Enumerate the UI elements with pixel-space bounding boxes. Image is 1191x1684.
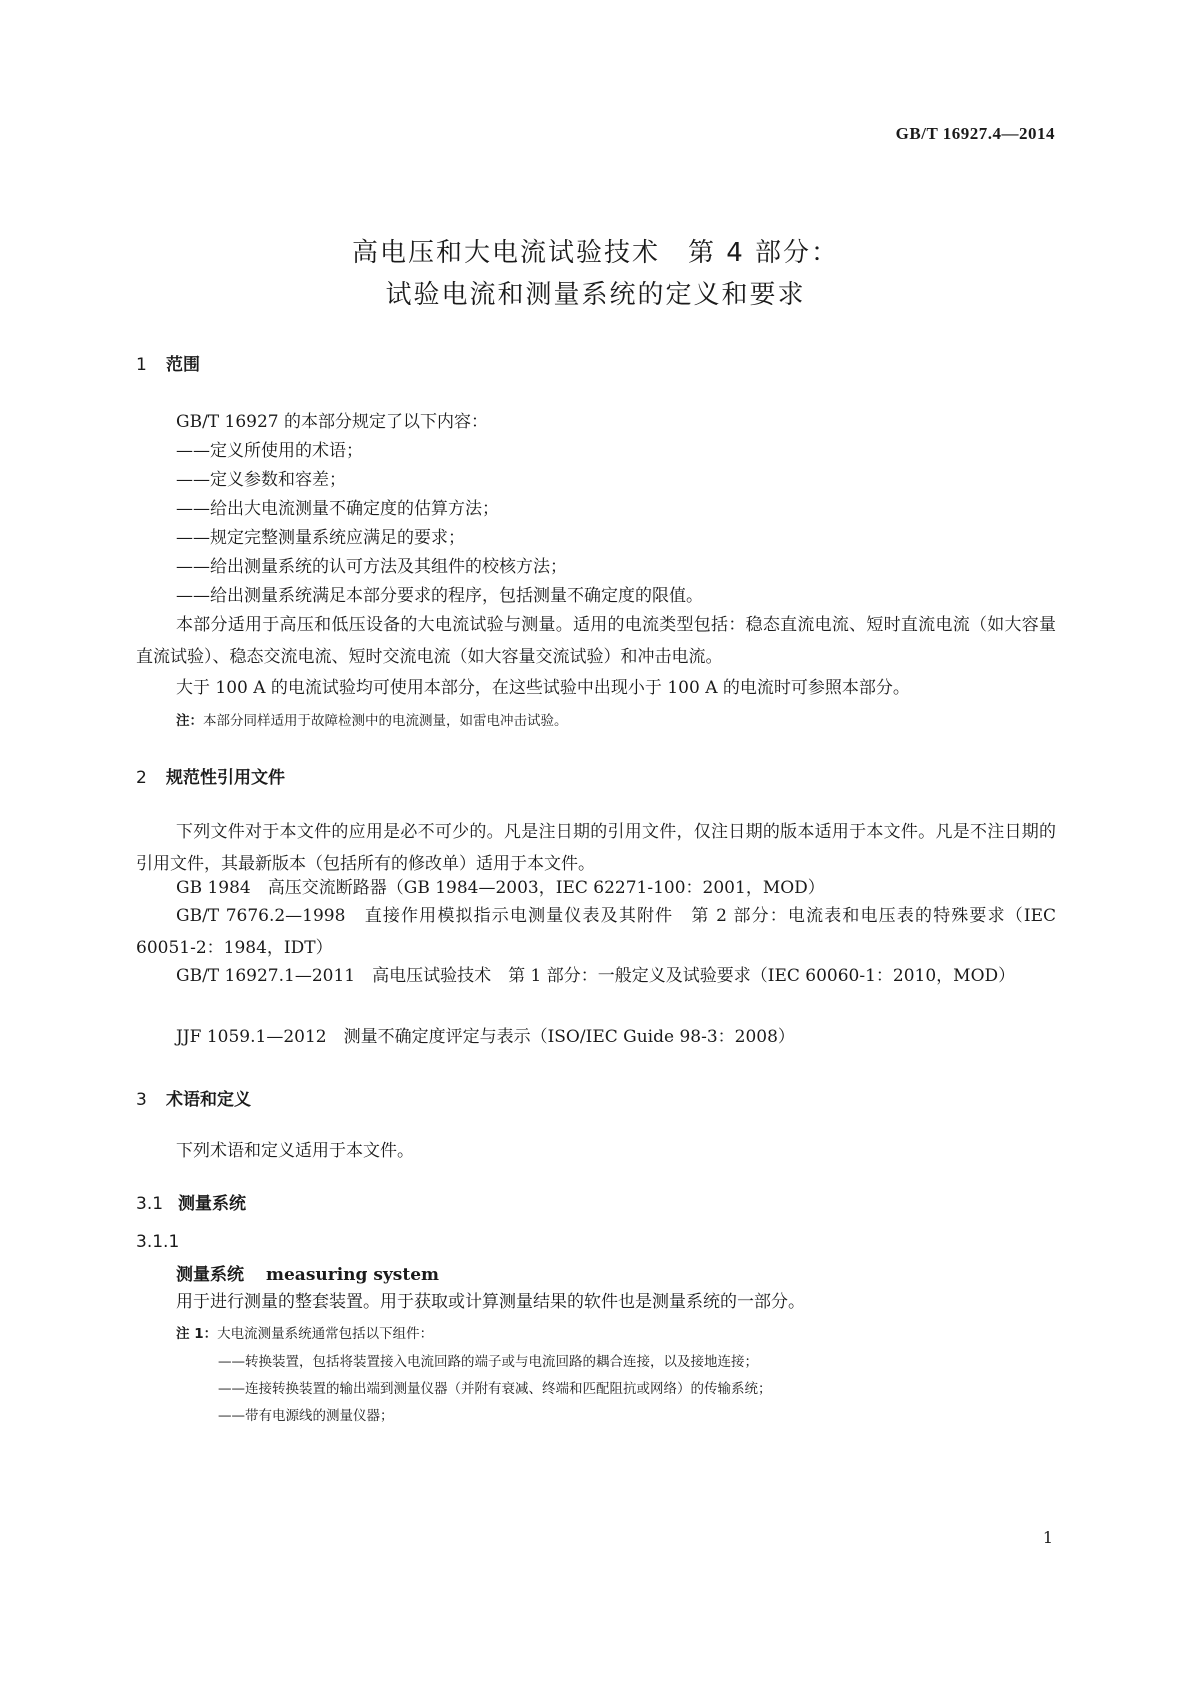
note-text: 大电流测量系统通常包括以下组件： <box>217 1326 434 1342</box>
term-definition: 用于进行测量的整套装置。用于获取或计算测量结果的软件也是测量系统的一部分。 <box>176 1292 805 1312</box>
section-title: 术语和定义 <box>166 1090 251 1110</box>
section-number: 2 <box>136 768 147 788</box>
page-number: 1 <box>1042 1528 1053 1547</box>
subsection-number: 3.1 <box>136 1194 164 1214</box>
standard-number: GB/T 16927.4—2014 <box>895 124 1055 143</box>
section-1-heading <box>136 350 200 375</box>
reference-item: JJF 1059.1—2012 测量不确定度评定与表示（ISO/IEC Guide 98-3：2008） <box>176 1027 795 1047</box>
section-title: 范围 <box>166 355 200 375</box>
scope-note <box>176 709 568 729</box>
term-chinese: 测量系统 <box>176 1265 244 1285</box>
scope-item: ——定义参数和容差； <box>176 470 346 490</box>
note-item: ——带有电源线的测量仪器； <box>218 1408 394 1424</box>
references-intro: 下列文件对于本文件的应用是必不可少的。凡是注日期的引用文件，仅注日期的版本适用于本文件。凡是不注日期的引用文件，其最新版本（包括所有的修改单）适用于本文件。 <box>136 822 1056 874</box>
scope-item: ——给出大电流测量不确定度的估算方法； <box>176 499 499 519</box>
note-item: ——转换装置，包括将装置接入电流回路的端子或与电流回路的耦合连接，以及接地连接； <box>218 1354 758 1370</box>
scope-item: ——给出测量系统的认可方法及其组件的校核方法； <box>176 557 567 577</box>
note-label: 注 1： <box>176 1326 218 1342</box>
reference-item: GB 1984 高压交流断路器（GB 1984—2003，IEC 62271-100：2001，MOD） <box>176 878 825 898</box>
scope-paragraph: 大于 100 A 的电流试验均可使用本部分，在这些试验中出现小于 100 A 的电流时可参照本部分。 <box>176 678 910 698</box>
subsection-heading <box>136 1189 246 1214</box>
scope-item: ——定义所使用的术语； <box>176 441 363 461</box>
scope-intro: GB/T 16927 的本部分规定了以下内容： <box>176 412 489 432</box>
scope-paragraph: 本部分适用于高压和低压设备的大电流试验与测量。适用的电流类型包括：稳态直流电流、短时直流电流（如大容量直流试验）、稳态交流电流、短时交流电流（如大容量交流试验）和冲击电流。 <box>136 615 1056 667</box>
scope-item: ——给出测量系统满足本部分要求的程序，包括测量不确定度的限值。 <box>176 586 703 606</box>
section-title: 规范性引用文件 <box>166 768 285 788</box>
term-entry <box>176 1260 439 1285</box>
section-number: 1 <box>136 355 147 375</box>
section-2-heading <box>136 763 285 788</box>
note-item: ——连接转换装置的输出端到测量仪器（并附有衰减、终端和匹配阻抗或网络）的传输系统； <box>218 1381 772 1397</box>
note-label: 注： <box>176 713 203 729</box>
subsection-title: 测量系统 <box>178 1194 246 1214</box>
reference-item: GB/T 16927.1—2011 高电压试验技术 第 1 部分：一般定义及试验要求（IEC 60060-1：2010，MOD） <box>176 966 1016 986</box>
term-english: measuring system <box>266 1265 440 1285</box>
section-3-heading <box>136 1085 251 1110</box>
reference-item: GB/T 7676.2—1998 直接作用模拟指示电测量仪表及其附件 第 2 部分：电流表和电压表的特殊要求（IEC 60051-2：1984，IDT） <box>136 906 1056 958</box>
terms-intro: 下列术语和定义适用于本文件。 <box>176 1141 414 1161</box>
document-title-line-2: 试验电流和测量系统的定义和要求 <box>385 280 806 310</box>
term-number: 3.1.1 <box>136 1232 180 1252</box>
scope-item: ——规定完整测量系统应满足的要求； <box>176 528 465 548</box>
document-title-line-1: 高电压和大电流试验技术 第 4 部分： <box>351 238 840 268</box>
term-note <box>176 1322 433 1342</box>
section-number: 3 <box>136 1090 147 1110</box>
note-text: 本部分同样适用于故障检测中的电流测量，如雷电冲击试验。 <box>203 713 568 729</box>
